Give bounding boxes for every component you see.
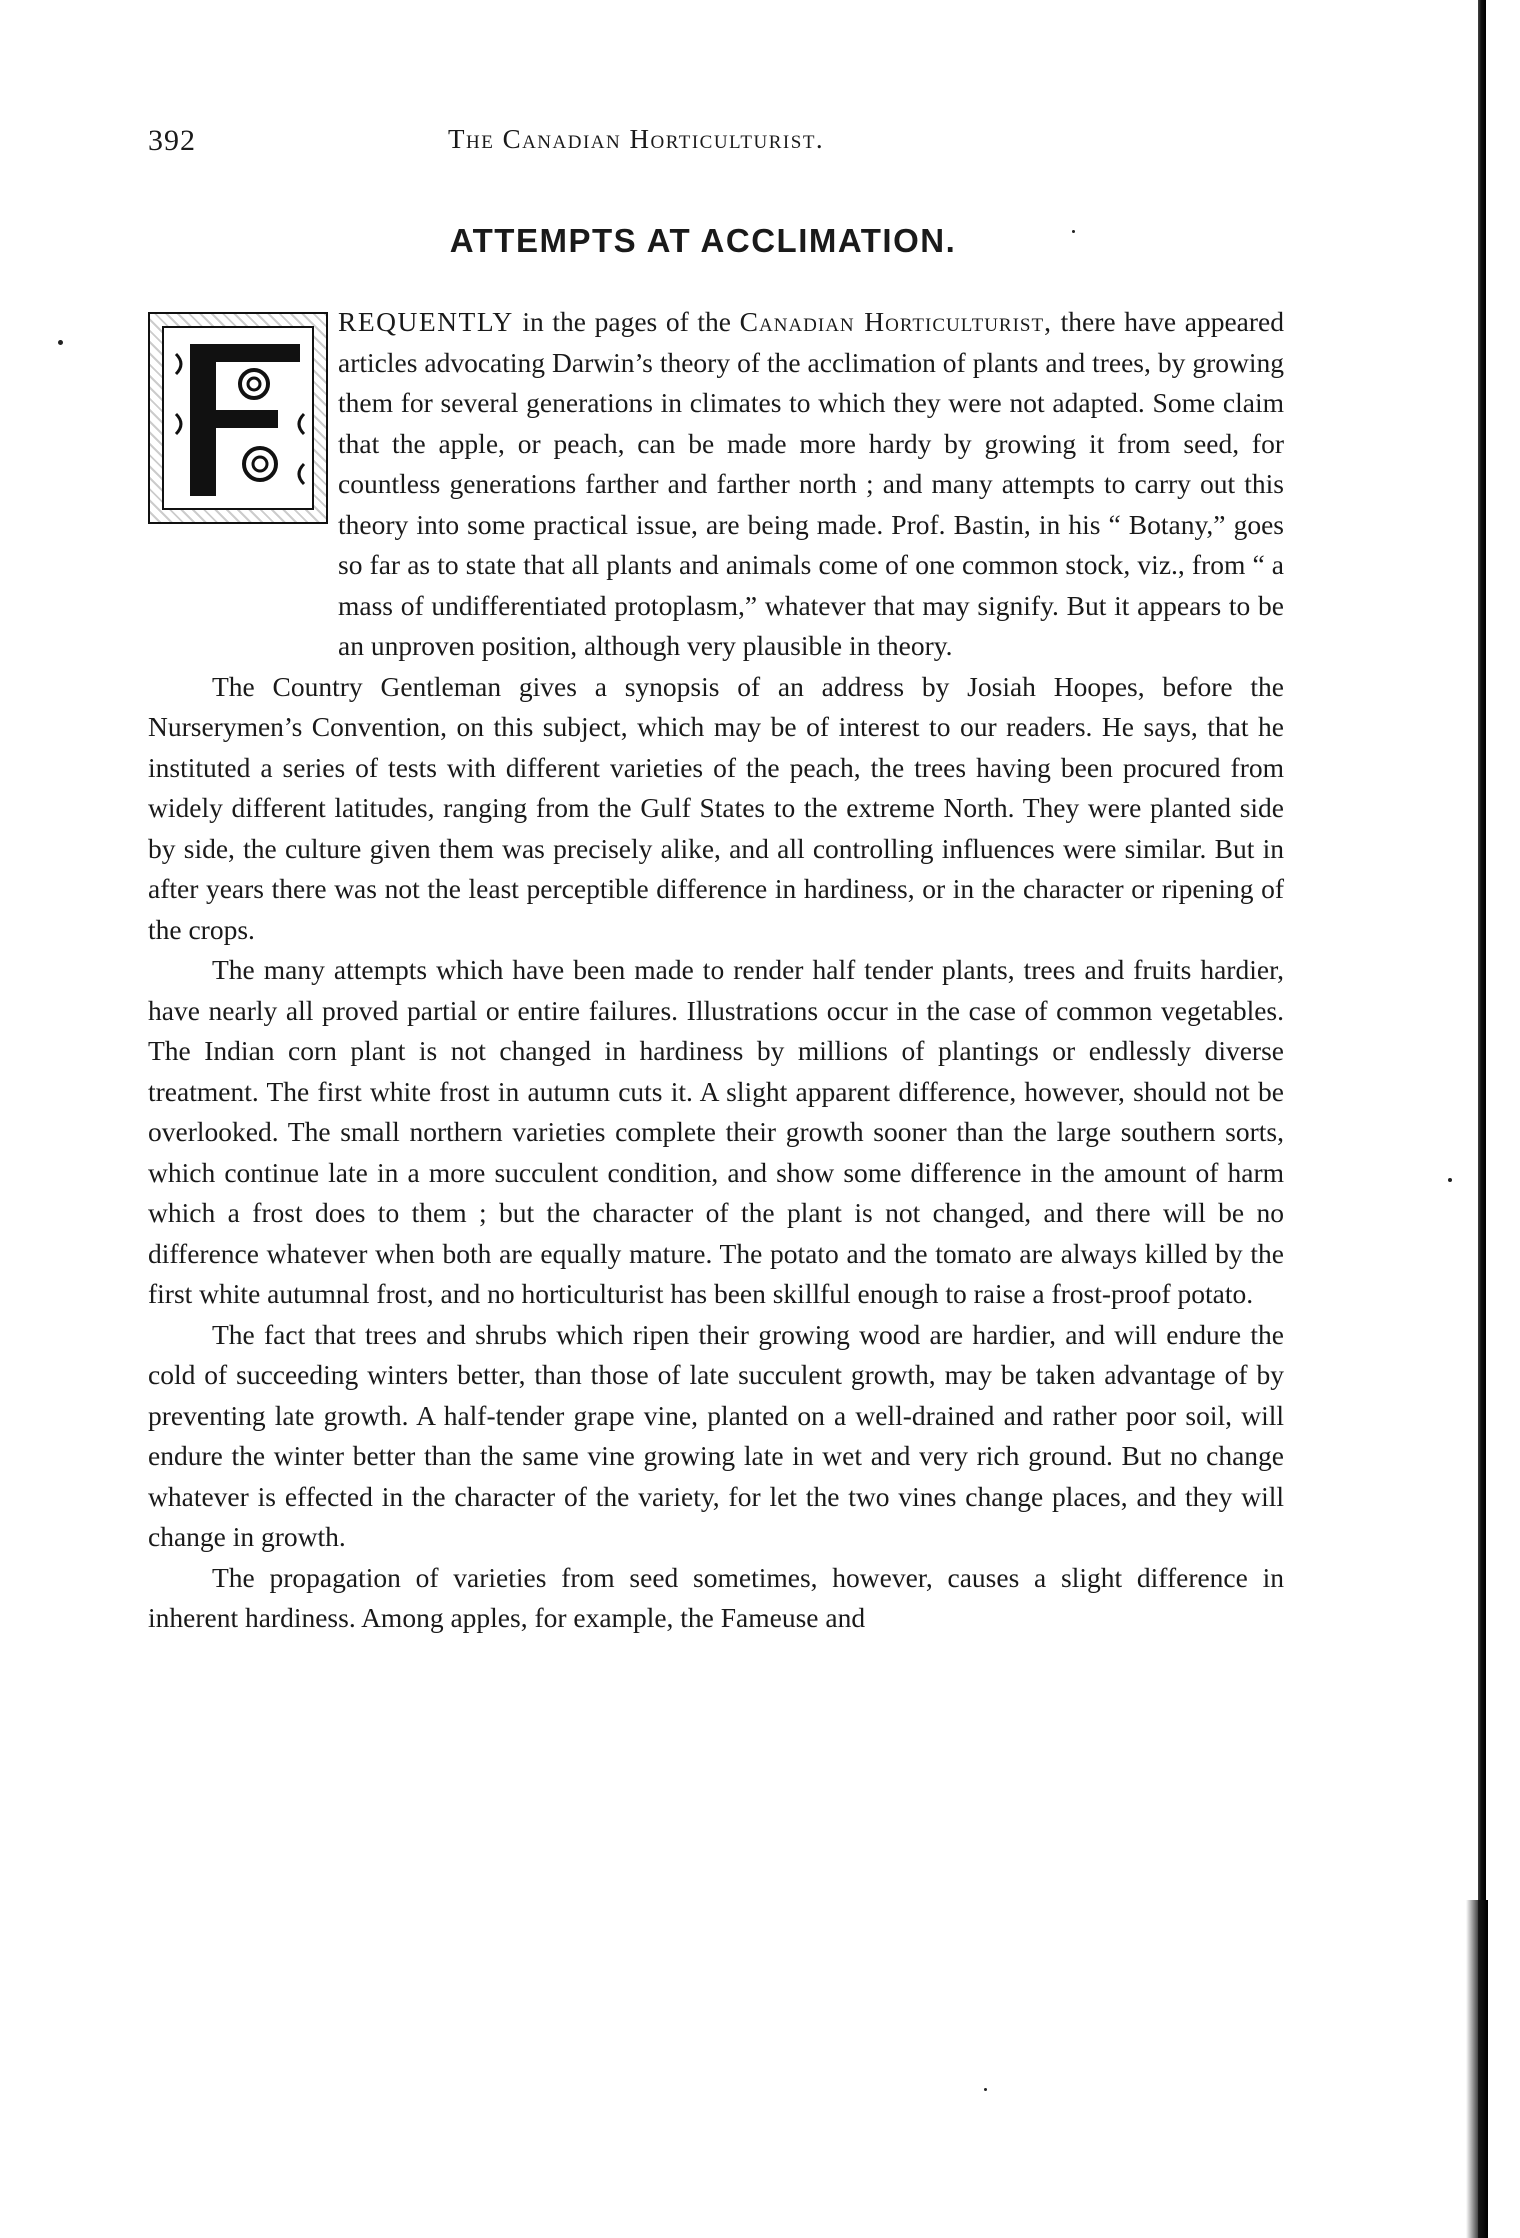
page-number: 392 (148, 124, 196, 157)
ink-speck (1448, 1178, 1452, 1182)
article-body (148, 302, 1284, 1639)
paragraph-1-text: there have appeared articles advocating Darwin’s theory of the acclimation of plants and trees, by growing them for several generations in climates to which they were not adapted. Some claim that the apple, or peach, can be made more hardy by growing it from seed, for countless generations farther and farther north ; and many attempts to carry out this theory into some practical issue, are being made. Prof. Bastin, in his “ Botany,” goes so far as to state that all plants and animals come of one common stock, viz., from “ a mass of undifferentiated protoplasm,” whatever that may signify. But it appears to be an unproven position, although very plausible in theory. (338, 306, 1284, 661)
running-head (148, 124, 1298, 164)
paragraph-3: The many attempts which have been made to render half tender plants, trees and fruits hardier, have nearly all proved partial or entire failures. Illustrations occur in the case of common vegetables. The Indian corn plant is not changed in hardiness by millions of plantings or endlessly diverse treatment. The first white frost in autumn cuts it. A slight apparent difference, however, should not be overlooked. The small northern varieties complete their growth sooner than the large southern sorts, which continue late in a more succulent condition, and show some difference in the amount of harm which a frost does to them ; but the character of the plant is not changed, and there will be no difference whatever when both are equally mature. The potato and the tomato are always killed by the first white autumnal frost, and no horticulturist has been skillful enough to raise a frost-proof potato. (148, 954, 1284, 1309)
page-binding-shadow (1466, 1900, 1488, 2238)
article-title: ATTEMPTS AT ACCLIMATION. (449, 222, 957, 259)
paragraph-5: The propagation of varieties from seed sometimes, however, causes a slight difference in inherent hardiness. Among apples, for example, the Fameuse and (148, 1561, 1284, 1633)
ink-speck (984, 2088, 987, 2091)
paragraph-2: The Country Gentleman gives a synopsis of an address by Josiah Hoopes, before the Nurserymen’s Convention, on this subject, which may be of interest to our readers. He says, that he instituted a series of tests with different varieties of the peach, the trees having been procured from widely different latitudes, ranging from the Gulf States to the extreme North. They were planted side by side, the culture given them was precisely alike, and all controlling influences were similar. But in after years there was not the least perceptible difference in hardiness, or in the character or ripening of the crops. (148, 670, 1284, 945)
journal-name-inline: Canadian Horticulturist, (739, 306, 1052, 337)
paragraph-4: The fact that trees and shrubs which ripen their growing wood are hardier, and will endure the cold of succeeding winters better, than those of late succulent growth, may be taken advantage of by preventing late growth. A half-tender grape vine, planted on a well-drained and rather poor soil, will endure the winter better than the same vine growing late in wet and very rich ground. But no change whatever is effected in the character of the variety, for let the two vines change places, and they will change in growth. (148, 1318, 1284, 1552)
paragraph-1-lead (338, 302, 1284, 667)
lede-continuation: in the pages of the (513, 306, 740, 337)
lede-word: REQUENTLY (338, 306, 514, 337)
journal-title: The Canadian Horticulturist. (448, 124, 825, 154)
ink-speck (58, 340, 63, 345)
